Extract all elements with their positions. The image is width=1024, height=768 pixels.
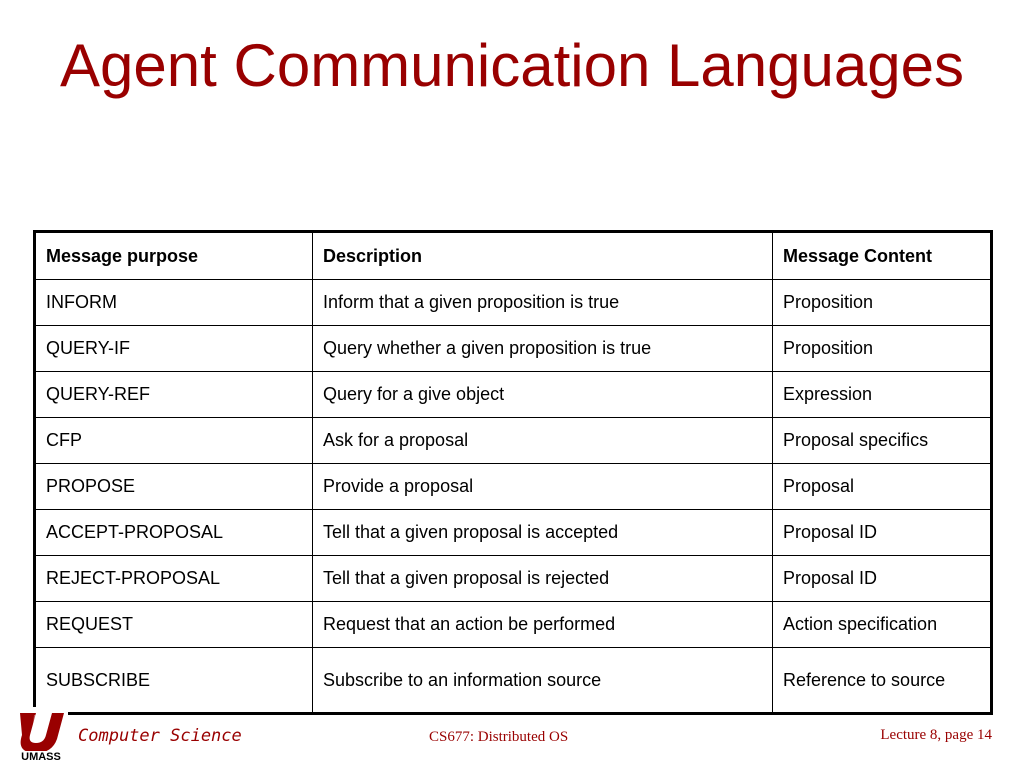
slide-title: Agent Communication Languages <box>60 32 964 99</box>
message-purpose-table <box>33 230 993 715</box>
cell-description: Provide a proposal <box>313 464 773 510</box>
cell-message-purpose: ACCEPT-PROPOSAL <box>35 510 313 556</box>
cell-message-purpose: REQUEST <box>35 602 313 648</box>
table-row <box>35 326 992 372</box>
table-row <box>35 510 992 556</box>
cell-message-content: Expression <box>773 372 992 418</box>
cell-message-purpose: INFORM <box>35 280 313 326</box>
cell-message-content: Proposal specifics <box>773 418 992 464</box>
table-row <box>35 464 992 510</box>
table-row <box>35 372 992 418</box>
cell-message-content: Reference to source <box>773 648 992 714</box>
table-row <box>35 602 992 648</box>
umass-logo-text: UMASS <box>21 751 61 761</box>
cell-message-purpose: QUERY-REF <box>35 372 313 418</box>
footer-course: CS677: Distributed OS <box>429 729 569 745</box>
cell-message-content: Proposal <box>773 464 992 510</box>
cell-message-content: Proposal ID <box>773 556 992 602</box>
column-header-message-content: Message Content <box>773 232 992 280</box>
footer-page-number: Lecture 8, page 14 <box>880 727 992 743</box>
table-row <box>35 556 992 602</box>
cell-message-purpose: CFP <box>35 418 313 464</box>
table-row <box>35 648 992 714</box>
cell-description: Ask for a proposal <box>313 418 773 464</box>
column-header-description: Description <box>313 232 773 280</box>
cell-description: Query for a give object <box>313 372 773 418</box>
table-row <box>35 418 992 464</box>
cell-message-content: Proposition <box>773 326 992 372</box>
umass-logo-icon <box>14 707 68 761</box>
table-row <box>35 280 992 326</box>
cell-message-content: Proposition <box>773 280 992 326</box>
cell-description: Query whether a given proposition is true <box>313 326 773 372</box>
cell-message-purpose: QUERY-IF <box>35 326 313 372</box>
cell-description: Tell that a given proposal is accepted <box>313 510 773 556</box>
cell-description: Subscribe to an information source <box>313 648 773 714</box>
cell-description: Request that an action be performed <box>313 602 773 648</box>
cell-message-purpose: REJECT-PROPOSAL <box>35 556 313 602</box>
cell-description: Inform that a given proposition is true <box>313 280 773 326</box>
cell-description: Tell that a given proposal is rejected <box>313 556 773 602</box>
cell-message-content: Proposal ID <box>773 510 992 556</box>
cell-message-purpose: SUBSCRIBE <box>35 648 313 714</box>
table-header-row <box>35 232 992 280</box>
footer-department: Computer Science <box>78 726 242 746</box>
cell-message-content: Action specification <box>773 602 992 648</box>
cell-message-purpose: PROPOSE <box>35 464 313 510</box>
column-header-message-purpose: Message purpose <box>35 232 313 280</box>
